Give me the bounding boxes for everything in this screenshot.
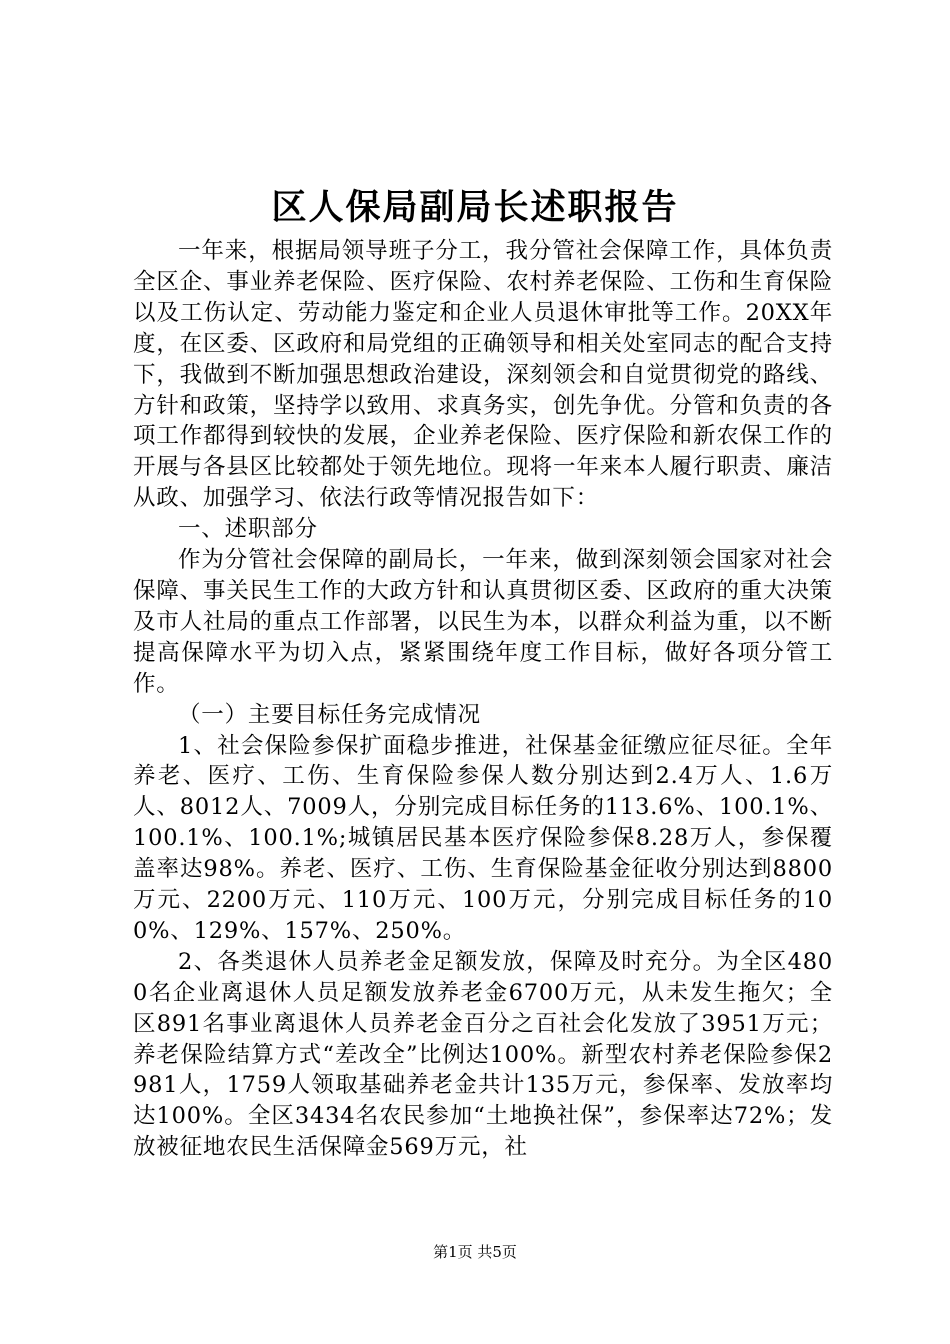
section-heading-report: 一、述职部分 xyxy=(178,516,318,543)
paragraph-intro: 一年来，根据局领导班子分工，我分管社会保障工作，具体负责全区企、事业养老保险、医疗保险、农村养老保险、工伤和生育保险以及工伤认定、劳动能力鉴定和企业人员退休审批等工作。20XX年度，在区委、区政府和局党组的正确领导和相关处室同志的配合支持下，我做到不断加强思想政治建设，深刻领会和自觉贯彻党的路线、方针和政策，坚持学以致用、求真务实，创先争优。分管和负责的各项工作都得到较快的发展，企业养老保险、医疗保险和新农保工作的开展与各县区比较都处于领先地位。现将一年来本人履行职责、廉洁从政、加强学习、依法行政等情况报告如下： xyxy=(133,238,833,512)
page-footer: 第1页 共5页 xyxy=(433,1243,517,1261)
paragraph-overview: 作为分管社会保障的副局长，一年来，做到深刻领会国家对社会保障、事关民生工作的大政方针和认真贯彻区委、区政府的重大决策及市人社局的重点工作部署，以民生为本，以群众利益为重，以不断提高保障水平为切入点，紧紧围绕年度工作目标，做好各项分管工作。 xyxy=(133,547,833,697)
paragraph-insurance-coverage: 1、社会保险参保扩面稳步推进，社保基金征缴应征尽征。全年养老、医疗、工伤、生育保险参保人数分别达到2.4万人、1.6万人、8012人、7009人，分别完成目标任务的113.6%、100.1%、100.1%、100.1%;城镇居民基本医疗保险参保8.28万人，参保覆盖率达98%。养老、医疗、工伤、生育保险基金征收分别达到8800万元、2200万元、110万元、100万元，分别完成目标任务的100%、129%、157%、250%。 xyxy=(133,732,833,944)
document-title: 区人保局副局长述职报告 xyxy=(271,187,679,228)
document-body xyxy=(133,236,833,1163)
paragraph-pension-payment: 2、各类退休人员养老金足额发放，保障及时充分。为全区4800名企业离退休人员足额发放养老金6700万元，从未发生拖欠；全区891名事业离退休人员养老金百分之百社会化发放了3951万元；养老保险结算方式“差改全”比例达100%。新型农村养老保险参保2981人，1759人领取基础养老金共计135万元，参保率、发放率均达100%。全区3434名农民参加“土地换社保”，参保率达72%；发放被征地农民生活保障金569万元，社 xyxy=(133,948,833,1161)
subsection-heading-targets: （一）主要目标任务完成情况 xyxy=(178,701,481,728)
